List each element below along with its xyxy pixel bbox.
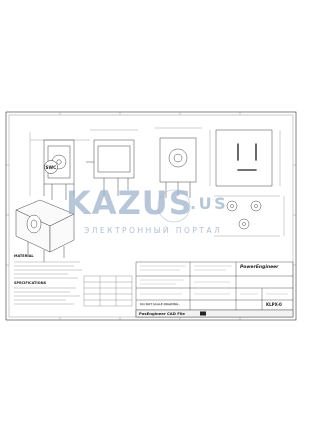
specs-heading: SPECIFICATIONS: [14, 281, 47, 285]
scale-note: DO NOT SCALE DRAWING: [140, 302, 179, 306]
switch-label: SWC: [45, 164, 57, 170]
cad-file-badge-icon: [200, 312, 206, 316]
brand-label: PowerEngineer: [240, 265, 279, 270]
watermark-domain: .US: [190, 194, 229, 213]
watermark-logo: KAZUS: [66, 184, 193, 222]
watermark-tagline: ЭЛЕКТРОННЫЙ ПОРТАЛ: [84, 226, 223, 235]
part-number: KLPX-0: [266, 302, 282, 307]
cad-file-label: PosEngineer CAD File: [139, 311, 185, 316]
notes-heading: MATERIAL: [14, 254, 34, 258]
